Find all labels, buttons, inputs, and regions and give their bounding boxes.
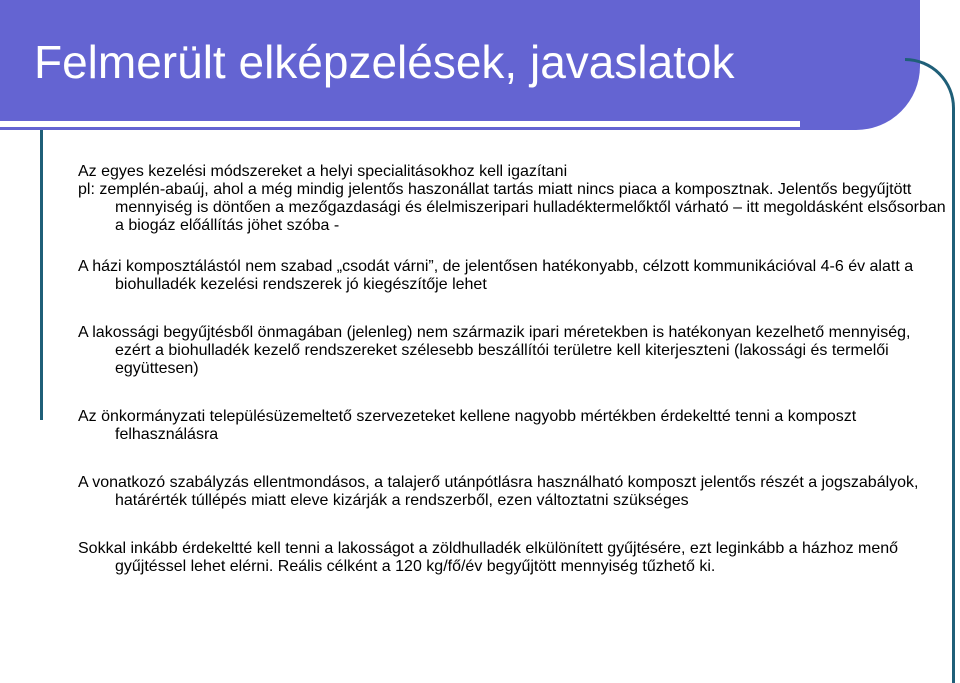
paragraph: A lakossági begyűjtésből önmagában (jelenleg) nem származik ipari méretekben is hatékonyan kezelhető mennyiség, ezért a biohulladék kezelő rendszereket szélesebb beszállítói területre kell kiterjeszteni (lakossági és termelői együttesen) bbox=[78, 324, 911, 377]
paragraph: Az egyes kezelési módszereket a helyi specialitásokhoz kell igazítani bbox=[78, 163, 568, 180]
paragraph: pl: zemplén-abaúj, ahol a még mindig jelentős haszonállat tartás miatt nincs piaca a komposztnak. Jelentős begyűjtött mennyiség is döntően a mezőgazdasági és élelmiszeripari hulladéktermelőktől várható – itt megoldásként elsősorban a biogáz előállítás jöhet szóba - bbox=[78, 181, 946, 234]
frame-left-line bbox=[40, 130, 43, 420]
paragraph: A vonatkozó szabályzás ellentmondásos, a talajerő utánpótlásra használható komposzt jelentős részét a jogszabályok, határérték túllépés miatt eleve kizárják a rendszerből, ezen változtatni szükséges bbox=[78, 474, 919, 509]
slide-body bbox=[78, 163, 948, 606]
paragraph: A házi komposztálástól nem szabad „csodát várni”, de jelentősen hatékonyabb, célzott kommunikációval 4-6 év alatt a biohulladék kezelési rendszerek jó kiegészítője lehet bbox=[78, 258, 914, 293]
title-underline bbox=[0, 121, 800, 127]
paragraph: Az önkormányzati településüzemeltető szervezeteket kellene nagyobb mértékben érdekeltté tenni a komposzt felhasználásra bbox=[78, 408, 857, 443]
paragraph: Sokkal inkább érdekeltté kell tenni a lakosságot a zöldhulladék elkülönített gyűjtésére, ezt leginkább a házhoz menő gyűjtéssel lehet elérni. Reális célként a 120 kg/fő/év begyűjtött mennyiség tűzhető ki. bbox=[78, 540, 899, 575]
slide-title: Felmerült elképzelések, javaslatok bbox=[34, 36, 735, 88]
